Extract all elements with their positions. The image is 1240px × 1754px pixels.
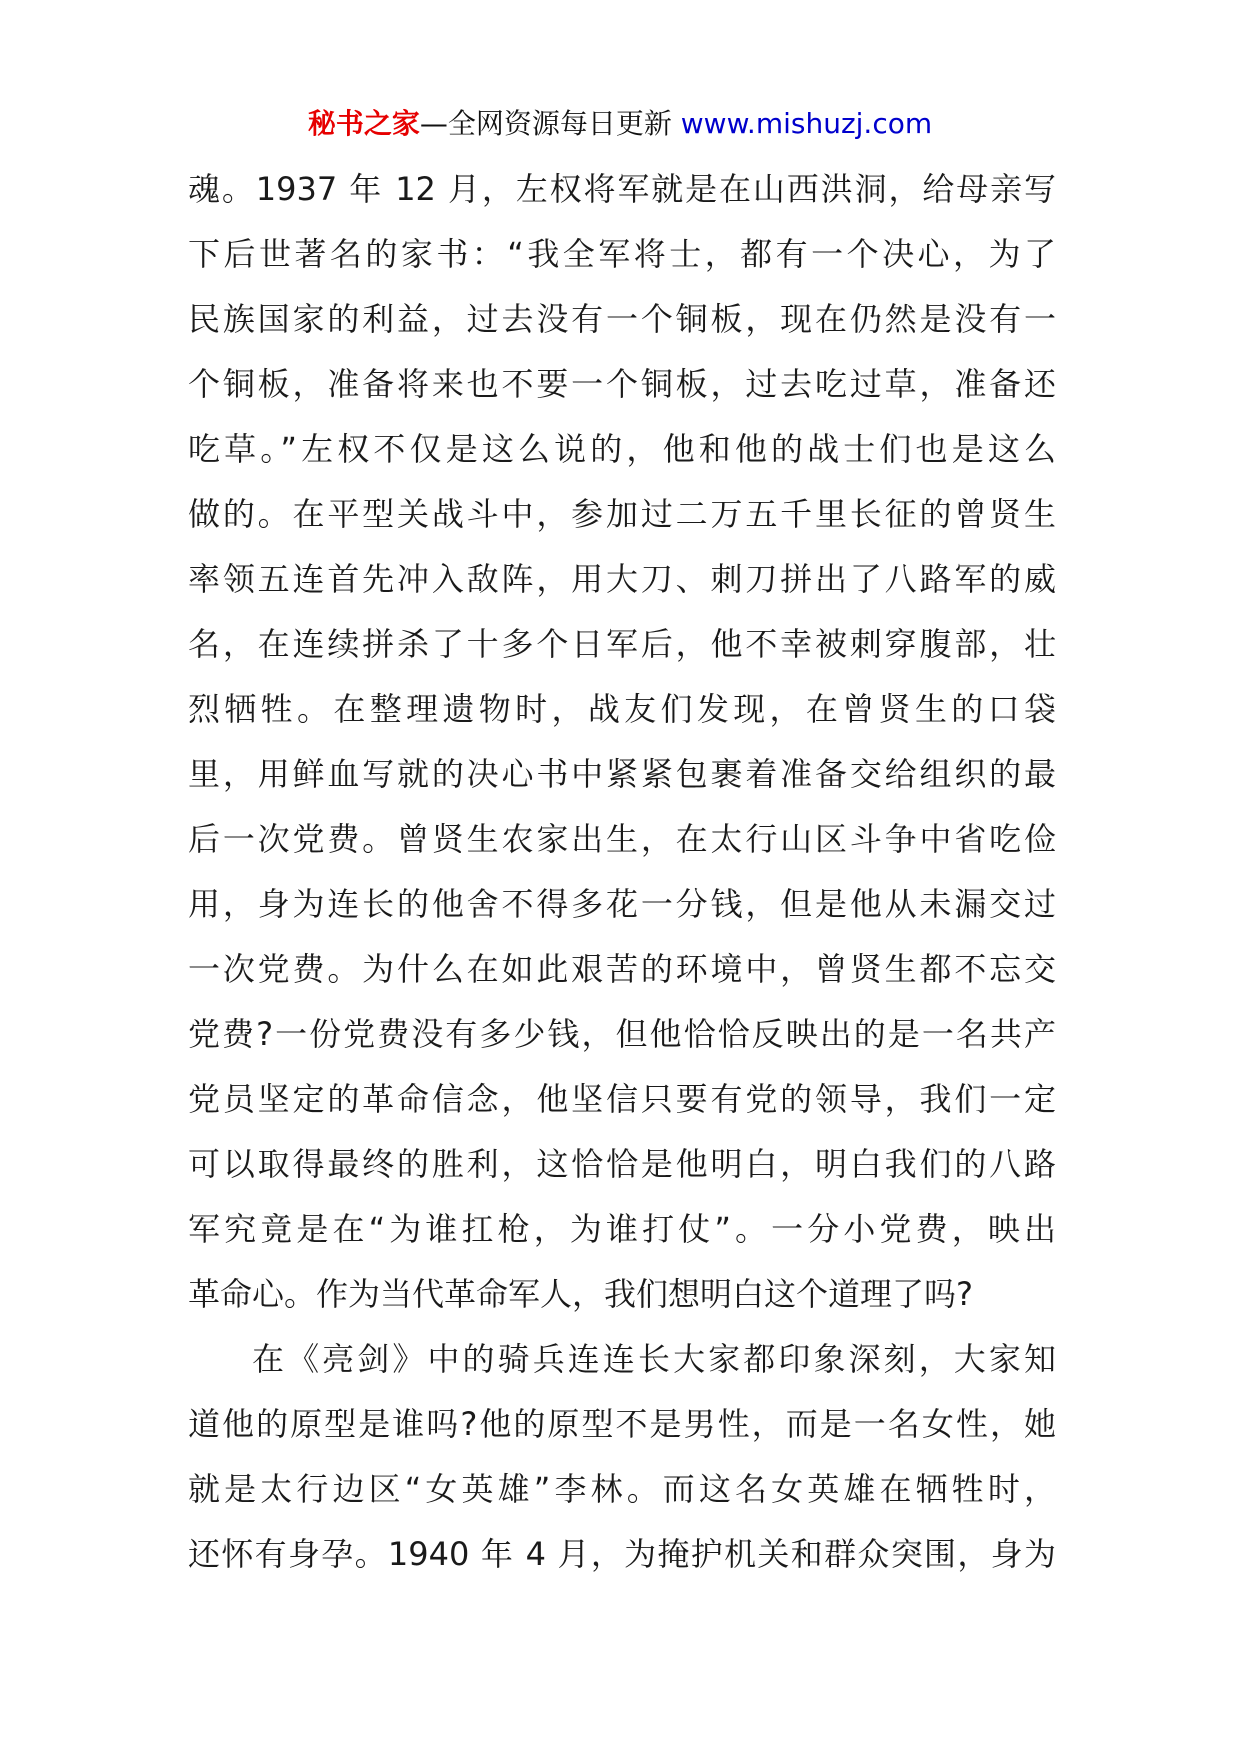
body-text (188, 157, 1056, 1587)
text-line: 党员坚定的革命信念，他坚信只要有党的领导，我们一定 (188, 1080, 1056, 1118)
text-line: 可以取得最终的胜利，这恰恰是他明白，明白我们的八路 (188, 1145, 1056, 1183)
paragraph-1 (188, 157, 1056, 1327)
text-line: 烈牺牲。在整理遗物时，战友们发现，在曾贤生的口袋 (188, 690, 1056, 728)
text-line: 革命心。作为当代革命军人，我们想明白这个道理了吗? (188, 1275, 973, 1313)
text-line: 就是太行边区“女英雄”李林。而这名女英雄在牺牲时， (188, 1470, 1056, 1508)
paragraph-2 (188, 1327, 1056, 1587)
text-line: 在《亮剑》中的骑兵连连长大家都印象深刻，大家知 (252, 1340, 1056, 1378)
text-line: 里，用鲜血写就的决心书中紧紧包裹着准备交给组织的最 (188, 755, 1056, 793)
text-line: 道他的原型是谁吗?他的原型不是男性，而是一名女性，她 (188, 1405, 1056, 1443)
text-line: 个铜板，准备将来也不要一个铜板，过去吃过草，准备还 (188, 365, 1056, 403)
text-line: 率领五连首先冲入敌阵，用大刀、刺刀拼出了八路军的威 (188, 560, 1056, 598)
text-line: 用，身为连长的他舍不得多花一分钱，但是他从未漏交过 (188, 885, 1056, 923)
text-line: 民族国家的利益，过去没有一个铜板，现在仍然是没有一 (188, 300, 1056, 338)
text-line: 后一次党费。曾贤生农家出生，在太行山区斗争中省吃俭 (188, 820, 1056, 858)
text-line: 军究竟是在“为谁扛枪，为谁打仗”。一分小党费，映出 (188, 1210, 1056, 1248)
text-line: 一次党费。为什么在如此艰苦的环境中，曾贤生都不忘交 (188, 950, 1056, 988)
brand-name: 秘书之家 (307, 107, 420, 140)
header-tagline: —全网资源每日更新 (419, 107, 681, 140)
text-line: 魂。1937 年 12 月，左权将军就是在山西洪洞，给母亲写 (188, 170, 1056, 208)
text-line: 吃草。”左权不仅是这么说的，他和他的战士们也是这么 (188, 430, 1056, 468)
text-line: 还怀有身孕。1940 年 4 月，为掩护机关和群众突围，身为 (188, 1535, 1056, 1573)
text-line: 党费?一份党费没有多少钱，但他恰恰反映出的是一名共产 (188, 1015, 1056, 1053)
text-line: 做的。在平型关战斗中，参加过二万五千里长征的曾贤生 (188, 495, 1056, 533)
page-header (0, 104, 1240, 144)
text-line: 名，在连续拼杀了十多个日军后，他不幸被刺穿腹部，壮 (188, 625, 1056, 663)
website-link[interactable]: www.mishuzj.com (680, 107, 933, 140)
text-line: 下后世著名的家书：“我全军将士，都有一个决心，为了 (188, 235, 1056, 273)
